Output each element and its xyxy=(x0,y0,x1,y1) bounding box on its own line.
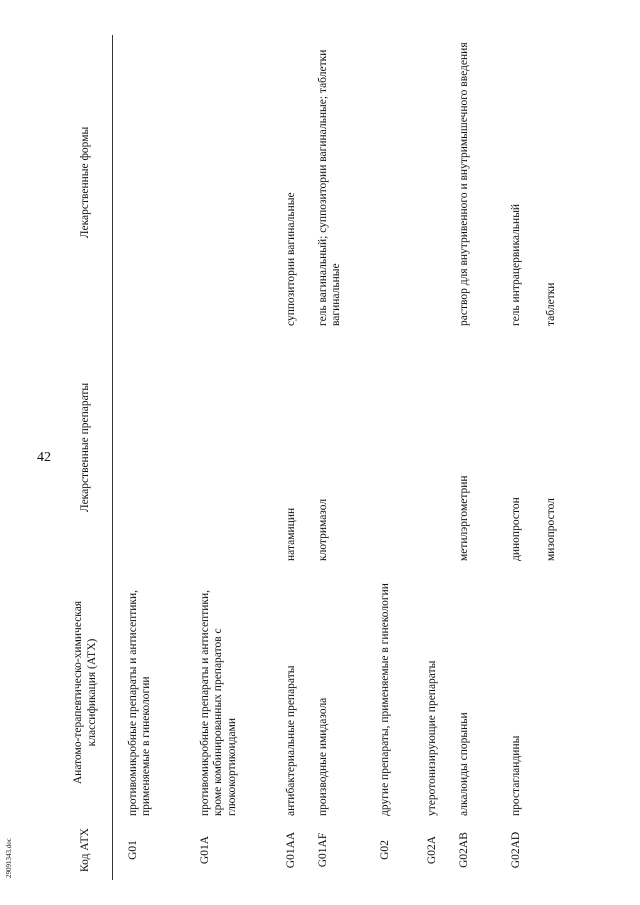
header-atc-code: Код АТХ xyxy=(60,820,113,880)
table-row xyxy=(113,35,127,880)
page-number: 42 xyxy=(37,450,51,465)
document-id: 29091343.doc xyxy=(5,838,13,878)
form-cell: гель интрацервикальный xyxy=(509,203,522,326)
drug-cell: клотримазол xyxy=(316,498,329,561)
header-row xyxy=(60,35,113,880)
classification-cell: алкалоиды спорыньи xyxy=(457,712,470,816)
table-row xyxy=(199,35,285,880)
atc-table xyxy=(60,35,565,880)
table-row xyxy=(285,35,317,880)
form-cell: таблетки xyxy=(544,282,557,326)
atc-code-cell: G01 xyxy=(126,840,139,860)
table-row xyxy=(426,35,458,880)
classification-cell xyxy=(545,565,565,820)
atc-code-cell: G02AD xyxy=(509,831,522,869)
drug-cell xyxy=(379,330,426,565)
header-drugs: Лекарственные препараты xyxy=(60,330,113,565)
form-cell: суппозитории вагинальные xyxy=(284,192,297,326)
atc-code-cell: G02A xyxy=(425,835,438,865)
classification-cell: утеротонизирующие препараты xyxy=(425,660,438,816)
drug-cell xyxy=(199,330,285,565)
atc-code-cell: G02AB xyxy=(457,832,470,868)
classification-cell: противомикробные препараты и антисептики, применяемые в гинекологии xyxy=(126,589,153,816)
classification-cell: другие препараты, применяемые в гинекологии xyxy=(378,583,391,816)
header-dosage-forms: Лекарственные формы xyxy=(60,35,113,330)
atc-code-cell: G02 xyxy=(378,840,391,860)
drug-cell: метилэргометрин xyxy=(457,475,470,561)
drug-cell: мизопростол xyxy=(544,498,557,561)
form-cell xyxy=(127,35,199,330)
drug-cell: натамицин xyxy=(284,507,297,561)
form-cell xyxy=(426,35,458,330)
atc-code-cell xyxy=(545,820,565,880)
rotated-table-container xyxy=(60,35,605,880)
form-cell: гель вагинальный; суппозитории вагинальные; таблетки вагинальные xyxy=(316,49,343,326)
classification-cell: производные имидазола xyxy=(316,697,329,816)
table-row xyxy=(458,35,510,880)
table-row xyxy=(545,35,565,880)
classification-cell: антибактериальные препараты xyxy=(284,665,297,816)
drug-cell xyxy=(127,330,199,565)
form-cell xyxy=(379,35,426,330)
table-row xyxy=(379,35,426,880)
classification-cell: простагландины xyxy=(509,735,522,816)
table-row xyxy=(317,35,379,880)
drug-cell xyxy=(426,330,458,565)
form-cell xyxy=(199,35,285,330)
atc-code-cell: G01AA xyxy=(284,831,297,869)
form-cell: раствор для внутривенного и внутримышечного введения xyxy=(457,42,470,326)
classification-cell: противомикробные препараты и антисептики, кроме комбинированных препаратов с глюкокортикоидами xyxy=(198,589,239,816)
table-row xyxy=(510,35,545,880)
atc-code-cell: G01A xyxy=(198,835,211,865)
drug-cell: динопростон xyxy=(509,497,522,561)
atc-code-cell: G01AF xyxy=(316,832,329,868)
table-row xyxy=(127,35,199,880)
header-classification: Анатомо-терапевтическо-химическая классификация (АТХ) xyxy=(60,565,113,820)
